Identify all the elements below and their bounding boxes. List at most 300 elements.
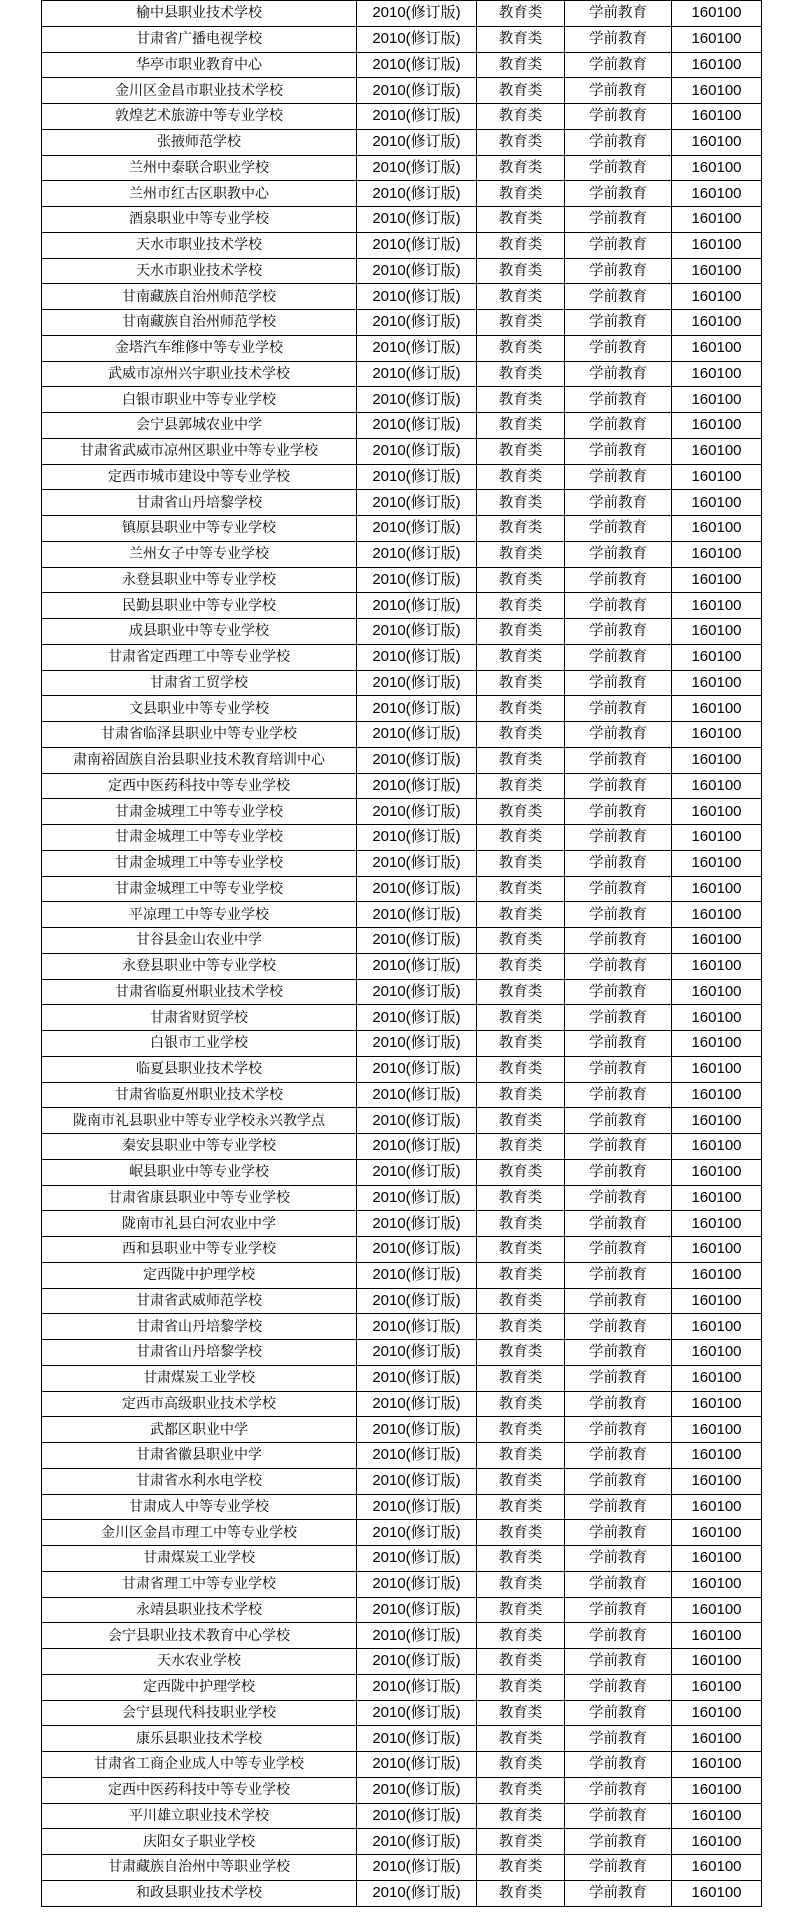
school-name-cell: 陇南市礼县白河农业中学: [42, 1211, 357, 1237]
table-row: [42, 644, 762, 670]
code-cell: 160100: [672, 155, 762, 181]
code-cell: 160100: [672, 361, 762, 387]
school-name-cell: 甘肃省理工中等专业学校: [42, 1571, 357, 1597]
code-cell: 160100: [672, 876, 762, 902]
school-name-cell: 康乐县职业技术学校: [42, 1726, 357, 1752]
school-name-cell: 临夏县职业技术学校: [42, 1056, 357, 1082]
table-row: [42, 953, 762, 979]
school-name-cell: 甘肃省定西理工中等专业学校: [42, 644, 357, 670]
table-row: [42, 1288, 762, 1314]
major-cell: 学前教育: [565, 1829, 672, 1855]
table-row: [42, 979, 762, 1005]
category-cell: 教育类: [477, 1314, 565, 1340]
school-name-cell: 甘肃省武威师范学校: [42, 1288, 357, 1314]
code-cell: 160100: [672, 722, 762, 748]
table-row: [42, 310, 762, 336]
version-cell: 2010(修订版): [357, 464, 477, 490]
school-name-cell: 甘肃金城理工中等专业学校: [42, 876, 357, 902]
version-cell: 2010(修订版): [357, 232, 477, 258]
major-cell: 学前教育: [565, 1855, 672, 1881]
major-cell: 学前教育: [565, 232, 672, 258]
table-row: [42, 155, 762, 181]
school-name-cell: 甘肃省山丹培黎学校: [42, 490, 357, 516]
table-row: [42, 387, 762, 413]
major-cell: 学前教育: [565, 1108, 672, 1134]
category-cell: 教育类: [477, 335, 565, 361]
school-name-cell: 兰州中泰联合职业学校: [42, 155, 357, 181]
category-cell: 教育类: [477, 825, 565, 851]
code-cell: 160100: [672, 1777, 762, 1803]
version-cell: 2010(修订版): [357, 593, 477, 619]
category-cell: 教育类: [477, 1005, 565, 1031]
category-cell: 教育类: [477, 78, 565, 104]
code-cell: 160100: [672, 104, 762, 130]
code-cell: 160100: [672, 799, 762, 825]
school-name-cell: 白银市职业中等专业学校: [42, 387, 357, 413]
category-cell: 教育类: [477, 1, 565, 27]
major-cell: 学前教育: [565, 310, 672, 336]
major-cell: 学前教育: [565, 155, 672, 181]
school-name-cell: 肃南裕固族自治县职业技术教育培训中心: [42, 747, 357, 773]
version-cell: 2010(修订版): [357, 1700, 477, 1726]
major-cell: 学前教育: [565, 696, 672, 722]
version-cell: 2010(修订版): [357, 670, 477, 696]
code-cell: 160100: [672, 1623, 762, 1649]
major-cell: 学前教育: [565, 1597, 672, 1623]
school-name-cell: 会宁县郭城农业中学: [42, 413, 357, 439]
version-cell: 2010(修订版): [357, 979, 477, 1005]
major-cell: 学前教育: [565, 490, 672, 516]
category-cell: 教育类: [477, 284, 565, 310]
school-name-cell: 甘肃金城理工中等专业学校: [42, 850, 357, 876]
school-name-cell: 甘肃省武威市凉州区职业中等专业学校: [42, 438, 357, 464]
major-cell: 学前教育: [565, 850, 672, 876]
code-cell: 160100: [672, 1571, 762, 1597]
code-cell: 160100: [672, 129, 762, 155]
version-cell: 2010(修订版): [357, 1443, 477, 1469]
school-name-cell: 武都区职业中学: [42, 1417, 357, 1443]
table-row: [42, 1649, 762, 1675]
major-cell: 学前教育: [565, 928, 672, 954]
table-row: [42, 1082, 762, 1108]
major-cell: 学前教育: [565, 670, 672, 696]
major-cell: 学前教育: [565, 644, 672, 670]
major-cell: 学前教育: [565, 1031, 672, 1057]
table-row: [42, 1494, 762, 1520]
school-name-cell: 成县职业中等专业学校: [42, 619, 357, 645]
major-cell: 学前教育: [565, 1700, 672, 1726]
school-name-cell: 金川区金昌市理工中等专业学校: [42, 1520, 357, 1546]
category-cell: 教育类: [477, 1571, 565, 1597]
code-cell: 160100: [672, 232, 762, 258]
category-cell: 教育类: [477, 670, 565, 696]
major-cell: 学前教育: [565, 953, 672, 979]
table-row: [42, 1700, 762, 1726]
code-cell: 160100: [672, 593, 762, 619]
major-cell: 学前教育: [565, 747, 672, 773]
school-name-cell: 甘肃省工贸学校: [42, 670, 357, 696]
school-name-cell: 天水农业学校: [42, 1649, 357, 1675]
code-cell: 160100: [672, 1443, 762, 1469]
table-row: [42, 464, 762, 490]
major-cell: 学前教育: [565, 1752, 672, 1778]
table-row: [42, 1237, 762, 1263]
table-row: [42, 26, 762, 52]
major-cell: 学前教育: [565, 1314, 672, 1340]
version-cell: 2010(修订版): [357, 876, 477, 902]
category-cell: 教育类: [477, 1855, 565, 1881]
version-cell: 2010(修订版): [357, 181, 477, 207]
school-name-cell: 镇原县职业中等专业学校: [42, 516, 357, 542]
school-name-cell: 甘肃省山丹培黎学校: [42, 1340, 357, 1366]
major-cell: 学前教育: [565, 1288, 672, 1314]
table-row: [42, 1546, 762, 1572]
table-row: [42, 104, 762, 130]
category-cell: 教育类: [477, 1211, 565, 1237]
code-cell: 160100: [672, 310, 762, 336]
version-cell: 2010(修订版): [357, 78, 477, 104]
category-cell: 教育类: [477, 129, 565, 155]
major-cell: 学前教育: [565, 1211, 672, 1237]
school-name-cell: 会宁县职业技术教育中心学校: [42, 1623, 357, 1649]
code-cell: 160100: [672, 1134, 762, 1160]
major-cell: 学前教育: [565, 1571, 672, 1597]
table-row: [42, 1468, 762, 1494]
code-cell: 160100: [672, 181, 762, 207]
category-cell: 教育类: [477, 413, 565, 439]
major-cell: 学前教育: [565, 26, 672, 52]
code-cell: 160100: [672, 1468, 762, 1494]
code-cell: 160100: [672, 1314, 762, 1340]
code-cell: 160100: [672, 825, 762, 851]
code-cell: 160100: [672, 1391, 762, 1417]
school-name-cell: 甘肃省临夏州职业技术学校: [42, 979, 357, 1005]
code-cell: 160100: [672, 1005, 762, 1031]
code-cell: 160100: [672, 1417, 762, 1443]
code-cell: 160100: [672, 773, 762, 799]
code-cell: 160100: [672, 928, 762, 954]
table-row: [42, 52, 762, 78]
version-cell: 2010(修订版): [357, 1752, 477, 1778]
table-row: [42, 1, 762, 27]
major-cell: 学前教育: [565, 1134, 672, 1160]
category-cell: 教育类: [477, 541, 565, 567]
school-name-cell: 秦安县职业中等专业学校: [42, 1134, 357, 1160]
code-cell: 160100: [672, 850, 762, 876]
code-cell: 160100: [672, 1340, 762, 1366]
table-row: [42, 78, 762, 104]
version-cell: 2010(修订版): [357, 1031, 477, 1057]
table-row: [42, 1623, 762, 1649]
version-cell: 2010(修订版): [357, 1314, 477, 1340]
category-cell: 教育类: [477, 310, 565, 336]
major-cell: 学前教育: [565, 876, 672, 902]
major-cell: 学前教育: [565, 413, 672, 439]
major-cell: 学前教育: [565, 1674, 672, 1700]
major-cell: 学前教育: [565, 335, 672, 361]
school-name-cell: 甘肃省水利水电学校: [42, 1468, 357, 1494]
table-row: [42, 567, 762, 593]
category-cell: 教育类: [477, 1546, 565, 1572]
table-row: [42, 413, 762, 439]
major-cell: 学前教育: [565, 1494, 672, 1520]
major-cell: 学前教育: [565, 207, 672, 233]
category-cell: 教育类: [477, 490, 565, 516]
major-cell: 学前教育: [565, 1, 672, 27]
table-row: [42, 1391, 762, 1417]
code-cell: 160100: [672, 1031, 762, 1057]
version-cell: 2010(修订版): [357, 1777, 477, 1803]
code-cell: 160100: [672, 1159, 762, 1185]
table-row: [42, 361, 762, 387]
table-row: [42, 1752, 762, 1778]
table-row: [42, 1443, 762, 1469]
category-cell: 教育类: [477, 1803, 565, 1829]
code-cell: 160100: [672, 490, 762, 516]
major-cell: 学前教育: [565, 1005, 672, 1031]
major-cell: 学前教育: [565, 593, 672, 619]
code-cell: 160100: [672, 541, 762, 567]
code-cell: 160100: [672, 1185, 762, 1211]
school-name-cell: 和政县职业技术学校: [42, 1880, 357, 1906]
version-cell: 2010(修订版): [357, 1417, 477, 1443]
major-cell: 学前教育: [565, 1726, 672, 1752]
version-cell: 2010(修订版): [357, 1134, 477, 1160]
category-cell: 教育类: [477, 593, 565, 619]
code-cell: 160100: [672, 1649, 762, 1675]
school-name-cell: 甘谷县金山农业中学: [42, 928, 357, 954]
code-cell: 160100: [672, 464, 762, 490]
version-cell: 2010(修订版): [357, 387, 477, 413]
table-row: [42, 335, 762, 361]
major-cell: 学前教育: [565, 979, 672, 1005]
major-cell: 学前教育: [565, 361, 672, 387]
category-cell: 教育类: [477, 1288, 565, 1314]
version-cell: 2010(修订版): [357, 1623, 477, 1649]
category-cell: 教育类: [477, 644, 565, 670]
table-row: [42, 1571, 762, 1597]
version-cell: 2010(修订版): [357, 1288, 477, 1314]
category-cell: 教育类: [477, 52, 565, 78]
major-cell: 学前教育: [565, 1391, 672, 1417]
school-name-cell: 华亭市职业教育中心: [42, 52, 357, 78]
version-cell: 2010(修订版): [357, 1237, 477, 1263]
code-cell: 160100: [672, 387, 762, 413]
major-cell: 学前教育: [565, 52, 672, 78]
category-cell: 教育类: [477, 1700, 565, 1726]
table-row: [42, 490, 762, 516]
category-cell: 教育类: [477, 1340, 565, 1366]
version-cell: 2010(修订版): [357, 1262, 477, 1288]
version-cell: 2010(修订版): [357, 541, 477, 567]
table-row: [42, 722, 762, 748]
school-name-cell: 甘肃金城理工中等专业学校: [42, 825, 357, 851]
table-row: [42, 284, 762, 310]
version-cell: 2010(修订版): [357, 1674, 477, 1700]
school-name-cell: 甘肃成人中等专业学校: [42, 1494, 357, 1520]
table-row: [42, 799, 762, 825]
table-row: [42, 1726, 762, 1752]
category-cell: 教育类: [477, 1391, 565, 1417]
version-cell: 2010(修订版): [357, 1546, 477, 1572]
version-cell: 2010(修订版): [357, 644, 477, 670]
code-cell: 160100: [672, 1108, 762, 1134]
code-cell: 160100: [672, 207, 762, 233]
category-cell: 教育类: [477, 1649, 565, 1675]
category-cell: 教育类: [477, 258, 565, 284]
code-cell: 160100: [672, 1597, 762, 1623]
category-cell: 教育类: [477, 619, 565, 645]
major-cell: 学前教育: [565, 1082, 672, 1108]
table-row: [42, 1803, 762, 1829]
school-name-cell: 平凉理工中等专业学校: [42, 902, 357, 928]
table-row: [42, 1134, 762, 1160]
code-cell: 160100: [672, 567, 762, 593]
version-cell: 2010(修订版): [357, 438, 477, 464]
code-cell: 160100: [672, 1520, 762, 1546]
major-cell: 学前教育: [565, 773, 672, 799]
code-cell: 160100: [672, 1494, 762, 1520]
table-row: [42, 1520, 762, 1546]
category-cell: 教育类: [477, 104, 565, 130]
code-cell: 160100: [672, 1211, 762, 1237]
category-cell: 教育类: [477, 1082, 565, 1108]
school-name-cell: 定西陇中护理学校: [42, 1674, 357, 1700]
table-row: [42, 825, 762, 851]
code-cell: 160100: [672, 1855, 762, 1881]
table-row: [42, 1417, 762, 1443]
school-name-cell: 酒泉职业中等专业学校: [42, 207, 357, 233]
school-name-cell: 平川雄立职业技术学校: [42, 1803, 357, 1829]
school-name-cell: 民勤县职业中等专业学校: [42, 593, 357, 619]
category-cell: 教育类: [477, 26, 565, 52]
school-name-cell: 甘南藏族自治州师范学校: [42, 310, 357, 336]
version-cell: 2010(修订版): [357, 902, 477, 928]
code-cell: 160100: [672, 26, 762, 52]
major-cell: 学前教育: [565, 541, 672, 567]
major-cell: 学前教育: [565, 1417, 672, 1443]
version-cell: 2010(修订版): [357, 850, 477, 876]
school-name-cell: 甘肃藏族自治州中等职业学校: [42, 1855, 357, 1881]
school-name-cell: 永登县职业中等专业学校: [42, 953, 357, 979]
version-cell: 2010(修订版): [357, 1185, 477, 1211]
category-cell: 教育类: [477, 1777, 565, 1803]
version-cell: 2010(修订版): [357, 696, 477, 722]
school-name-cell: 甘肃煤炭工业学校: [42, 1546, 357, 1572]
version-cell: 2010(修订版): [357, 1, 477, 27]
code-cell: 160100: [672, 1726, 762, 1752]
code-cell: 160100: [672, 1056, 762, 1082]
major-cell: 学前教育: [565, 1185, 672, 1211]
category-cell: 教育类: [477, 1134, 565, 1160]
school-name-cell: 定西陇中护理学校: [42, 1262, 357, 1288]
major-cell: 学前教育: [565, 1649, 672, 1675]
major-cell: 学前教育: [565, 1056, 672, 1082]
table-row: [42, 773, 762, 799]
category-cell: 教育类: [477, 1829, 565, 1855]
code-cell: 160100: [672, 1803, 762, 1829]
major-cell: 学前教育: [565, 1365, 672, 1391]
table-row: [42, 928, 762, 954]
code-cell: 160100: [672, 1288, 762, 1314]
school-name-cell: 金塔汽车维修中等专业学校: [42, 335, 357, 361]
school-name-cell: 陇南市礼县职业中等专业学校永兴教学点: [42, 1108, 357, 1134]
version-cell: 2010(修订版): [357, 52, 477, 78]
category-cell: 教育类: [477, 1443, 565, 1469]
version-cell: 2010(修订版): [357, 1803, 477, 1829]
school-name-cell: 岷县职业中等专业学校: [42, 1159, 357, 1185]
code-cell: 160100: [672, 1674, 762, 1700]
category-cell: 教育类: [477, 207, 565, 233]
version-cell: 2010(修订版): [357, 1468, 477, 1494]
category-cell: 教育类: [477, 155, 565, 181]
version-cell: 2010(修订版): [357, 1056, 477, 1082]
school-name-cell: 甘肃煤炭工业学校: [42, 1365, 357, 1391]
version-cell: 2010(修订版): [357, 1855, 477, 1881]
table-row: [42, 1159, 762, 1185]
major-cell: 学前教育: [565, 104, 672, 130]
category-cell: 教育类: [477, 1365, 565, 1391]
table-row: [42, 1031, 762, 1057]
major-cell: 学前教育: [565, 1803, 672, 1829]
school-name-cell: 定西中医药科技中等专业学校: [42, 1777, 357, 1803]
code-cell: 160100: [672, 1237, 762, 1263]
version-cell: 2010(修订版): [357, 1340, 477, 1366]
school-name-cell: 榆中县职业技术学校: [42, 1, 357, 27]
major-cell: 学前教育: [565, 619, 672, 645]
table-row: [42, 696, 762, 722]
code-cell: 160100: [672, 335, 762, 361]
code-cell: 160100: [672, 644, 762, 670]
category-cell: 教育类: [477, 438, 565, 464]
table-row: [42, 1262, 762, 1288]
school-name-cell: 天水市职业技术学校: [42, 232, 357, 258]
category-cell: 教育类: [477, 1468, 565, 1494]
version-cell: 2010(修订版): [357, 361, 477, 387]
school-name-cell: 甘肃省徽县职业中学: [42, 1443, 357, 1469]
version-cell: 2010(修订版): [357, 1159, 477, 1185]
version-cell: 2010(修订版): [357, 722, 477, 748]
category-cell: 教育类: [477, 1031, 565, 1057]
category-cell: 教育类: [477, 850, 565, 876]
school-name-cell: 天水市职业技术学校: [42, 258, 357, 284]
school-name-cell: 兰州市红古区职教中心: [42, 181, 357, 207]
table-row: [42, 1674, 762, 1700]
version-cell: 2010(修订版): [357, 413, 477, 439]
version-cell: 2010(修订版): [357, 953, 477, 979]
major-cell: 学前教育: [565, 1340, 672, 1366]
major-cell: 学前教育: [565, 1546, 672, 1572]
major-cell: 学前教育: [565, 902, 672, 928]
code-cell: 160100: [672, 1365, 762, 1391]
table-row: [42, 876, 762, 902]
version-cell: 2010(修订版): [357, 1520, 477, 1546]
school-name-cell: 甘南藏族自治州师范学校: [42, 284, 357, 310]
major-cell: 学前教育: [565, 567, 672, 593]
school-name-cell: 敦煌艺术旅游中等专业学校: [42, 104, 357, 130]
category-cell: 教育类: [477, 464, 565, 490]
table-body: [42, 1, 762, 1907]
code-cell: 160100: [672, 413, 762, 439]
version-cell: 2010(修订版): [357, 1726, 477, 1752]
category-cell: 教育类: [477, 361, 565, 387]
category-cell: 教育类: [477, 1108, 565, 1134]
major-cell: 学前教育: [565, 1237, 672, 1263]
table-row: [42, 438, 762, 464]
category-cell: 教育类: [477, 1623, 565, 1649]
code-cell: 160100: [672, 78, 762, 104]
version-cell: 2010(修订版): [357, 567, 477, 593]
